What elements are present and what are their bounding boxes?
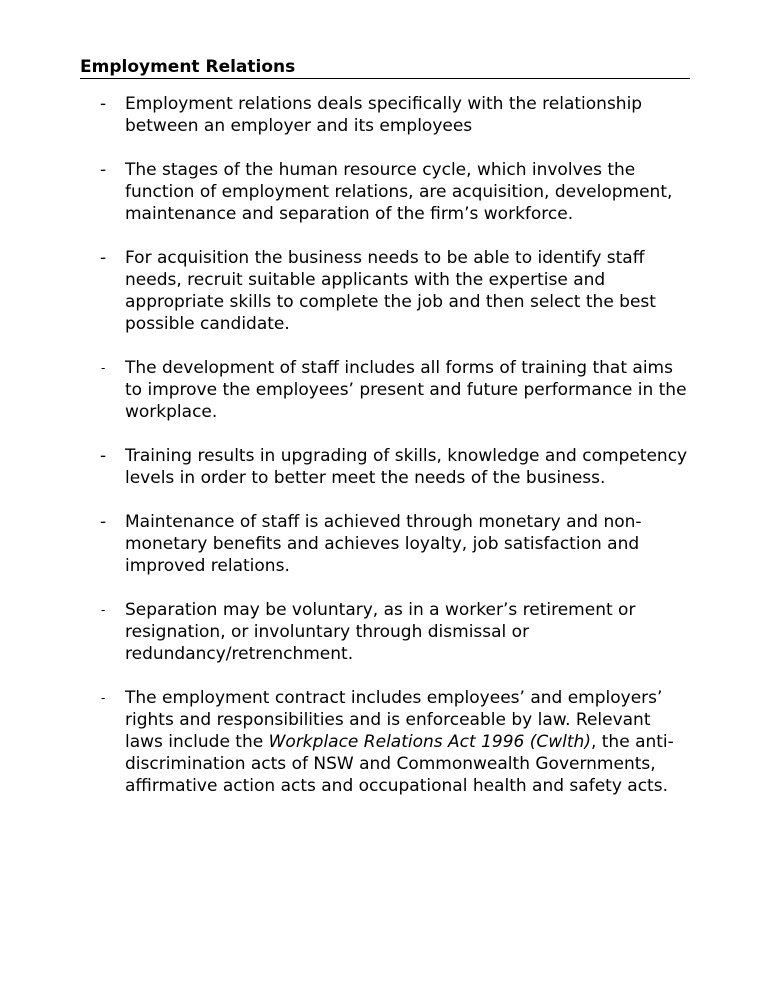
text-run: The employment contract includes employees’ and employers’ rights and responsibilities and is enforceable by law. Relevant laws include the — [125, 688, 663, 752]
list-item-text: Separation may be voluntary, as in a worker’s retirement or resignation, or involuntary through dismissal or redundancy/retrenchment. — [125, 600, 636, 664]
list-item-text: Employment relations deals specifically with the relationship between an employer and its employees — [125, 94, 643, 136]
list-item — [0, 687, 768, 797]
list-item — [0, 511, 768, 577]
list-item — [0, 445, 768, 489]
bullet-dash: - — [101, 361, 106, 375]
list-item — [0, 93, 768, 137]
bullet-dash: - — [100, 248, 107, 268]
list-item — [0, 357, 768, 423]
list-item-text: The development of staff includes all forms of training that aims to improve the employees’ present and future performance in the workplace. — [125, 358, 687, 422]
bullet-dash: - — [100, 160, 107, 180]
bullet-dash: - — [100, 446, 107, 466]
list-item-text: Maintenance of staff is achieved through monetary and non-monetary benefits and achieves loyalty, job satisfaction and improved relations. — [125, 512, 642, 576]
list-item — [0, 599, 768, 665]
bullet-dash: - — [100, 94, 107, 114]
list-item-text: Training results in upgrading of skills, knowledge and competency levels in order to better meet the needs of the business. — [125, 446, 688, 488]
bullet-dash: - — [101, 691, 106, 705]
list-item — [0, 247, 768, 335]
bullet-dash: - — [101, 603, 106, 617]
bullet-list — [0, 93, 768, 819]
list-item-text: The stages of the human resource cycle, which involves the function of employment relations, are acquisition, development, maintenance and separation of the firm’s workforce. — [125, 160, 673, 224]
act-title-italic: Workplace Relations Act 1996 (Cwlth) — [268, 732, 591, 752]
page-title: Employment Relations — [80, 56, 690, 79]
list-item-text — [125, 687, 693, 797]
bullet-dash: - — [100, 512, 107, 532]
list-item — [0, 159, 768, 225]
list-item-text: For acquisition the business needs to be able to identify staff needs, recruit suitable applicants with the expertise and appropriate skills to complete the job and then select the best possible candidate. — [125, 248, 656, 334]
text-run: , the anti-discrimination acts of NSW and Commonwealth Governments, affirmative action acts and occupational health and safety acts. — [125, 732, 674, 796]
